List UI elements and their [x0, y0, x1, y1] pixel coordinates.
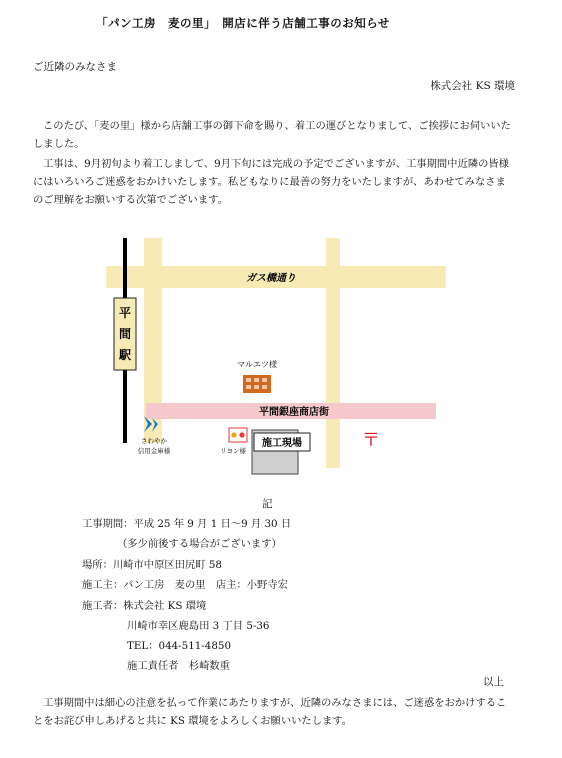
bank-label-1: さわやか [141, 437, 167, 445]
detail-client: 施工主：パン工房 麦の里 店主：小野寺宏 [82, 579, 288, 591]
bank-label-2: 信用金庫様 [137, 447, 171, 455]
detail-contractor-manager: 施工責任者 杉崎数重 [127, 660, 230, 672]
station-label-1: 平 [118, 306, 132, 320]
construction-paragraph: 工事は、9月初旬より着工しまして、9月下旬には完成の予定でございますが、工事期間中近隣の皆様にはいろいろご迷惑をおかけいたします。私どもなりに最善の努力をいたしますが、あわせてみなさまのご理解をお願いする次第でございます。 [33, 158, 509, 206]
detail-period-note: （多少前後する場合がございます） [117, 538, 282, 550]
site-label: 施工現場 [262, 438, 302, 449]
ijou-closing-mark: 以上 [483, 676, 504, 688]
detail-period: 工事期間：平成 25 年 9 月 1 日～9 月 30 日 [82, 518, 292, 530]
station-label-2: 間 [118, 327, 132, 341]
detail-contractor-address: 川崎市幸区鹿島田 3 丁目 5-36 [127, 620, 270, 632]
addressee: ご近隣のみなさま [33, 61, 117, 73]
post-office-icon: 〒 [362, 430, 380, 451]
closing-paragraph: 工事期間中は細心の注意を払って作業にあたりますが、近隣のみなさまには、ご迷惑をおかけすることをお詫び申しあげると共に KS 環境をよろしくお願いいたします。 [33, 697, 507, 727]
road-label-gas-bashi: ガス橋通り [246, 273, 296, 284]
road-vertical-right [326, 238, 340, 468]
lyon-shop-icon [229, 428, 247, 442]
detail-contractor-tel: TEL：044-511-4850 [127, 640, 231, 652]
maruetsu-building-icon [243, 375, 271, 393]
detail-contractor: 施工者：株式会社 KS 環境 [82, 600, 207, 612]
greeting-paragraph: このたび、「麦の里」様から店舗工事の御下命を賜り、着工の運びとなりまして、ご挨拶にお伺いいたしました。 [33, 120, 511, 150]
maruetsu-label: マルエツ様 [237, 360, 277, 369]
lyon-shop-label: リヨン様 [220, 447, 246, 455]
location-map [96, 238, 456, 478]
notice-title: 「パン工房 麦の里」 開店に伴う店舗工事のお知らせ [96, 16, 390, 30]
ki-heading: 記 [262, 498, 273, 510]
shopping-street-label: 平間銀座商店街 [259, 407, 329, 418]
detail-location: 場所：川崎市中原区田尻町 58 [82, 559, 222, 571]
station-label-3: 駅 [118, 348, 132, 362]
sender-company: 株式会社 KS 環境 [430, 80, 515, 92]
